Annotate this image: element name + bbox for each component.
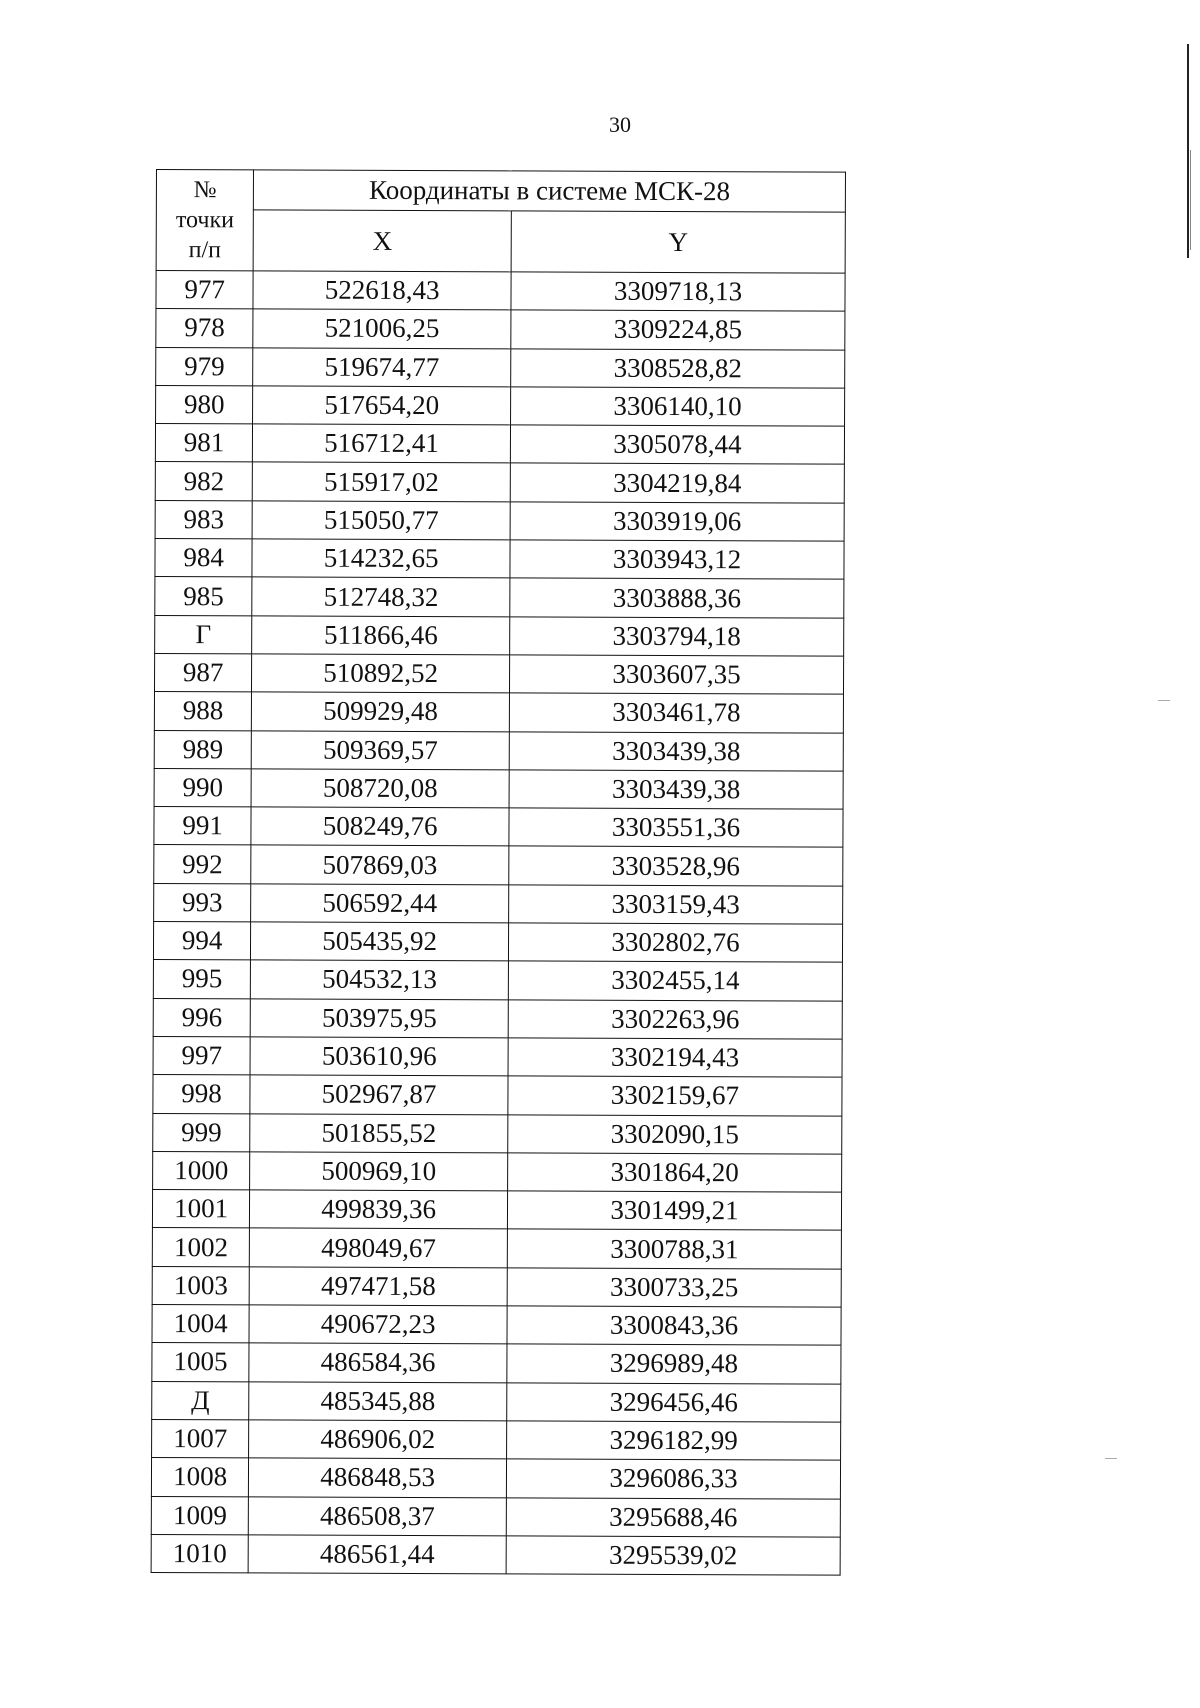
- table-row: [152, 1266, 841, 1307]
- point-number-header-line1: №: [193, 177, 217, 204]
- y-coordinate-cell: 3302263,96: [508, 999, 842, 1039]
- point-number-cell: 997: [153, 1036, 250, 1075]
- point-number-cell: 988: [154, 692, 251, 731]
- point-number-cell: 983: [155, 500, 252, 539]
- x-coordinate-cell: 507869,03: [251, 845, 509, 884]
- y-column-header: Y: [511, 211, 845, 273]
- point-number-cell: Г: [155, 615, 252, 654]
- y-coordinate-cell: 3304219,84: [510, 463, 844, 503]
- x-coordinate-cell: 522618,43: [253, 271, 511, 310]
- point-number-cell: 1005: [152, 1343, 249, 1382]
- table-row: [155, 500, 844, 541]
- point-number-header-line2: точки: [175, 207, 235, 234]
- x-column-header: X: [253, 210, 511, 272]
- table-row: [154, 768, 843, 809]
- point-number-cell: 1010: [151, 1534, 248, 1573]
- y-coordinate-cell: 3303528,96: [509, 846, 843, 886]
- point-number-cell: 1007: [152, 1419, 249, 1458]
- x-coordinate-cell: 501855,52: [250, 1113, 508, 1152]
- y-coordinate-cell: 3303551,36: [509, 808, 843, 848]
- y-coordinate-cell: 3309224,85: [511, 310, 845, 350]
- y-coordinate-cell: 3303607,35: [510, 655, 844, 695]
- table-row: [154, 807, 843, 848]
- scan-speck: [1105, 1458, 1117, 1459]
- point-number-cell: 985: [155, 577, 252, 616]
- y-coordinate-cell: 3303794,18: [510, 617, 844, 657]
- table-row: [153, 922, 842, 963]
- table-row: [153, 1151, 842, 1192]
- y-coordinate-cell: 3300788,31: [507, 1229, 841, 1269]
- table-row: [153, 998, 842, 1039]
- point-number-cell: 999: [153, 1113, 250, 1152]
- point-number-cell: 980: [156, 385, 253, 424]
- table-row: [156, 309, 845, 350]
- point-number-cell: 989: [154, 730, 251, 769]
- y-coordinate-cell: 3300733,25: [507, 1268, 841, 1308]
- point-number-cell: 1002: [152, 1228, 249, 1267]
- coordinates-table-body: [151, 271, 845, 1576]
- table-row: [152, 1190, 841, 1231]
- point-number-cell: 995: [153, 960, 250, 999]
- x-coordinate-cell: 509929,48: [252, 692, 510, 731]
- point-number-cell: 1003: [152, 1266, 249, 1305]
- table-row: [155, 462, 844, 503]
- y-coordinate-cell: 3302455,14: [508, 961, 842, 1001]
- y-coordinate-cell: 3300843,36: [507, 1306, 841, 1346]
- x-coordinate-cell: 486508,37: [249, 1496, 507, 1535]
- point-number-cell: 981: [155, 424, 252, 463]
- x-coordinate-cell: 490672,23: [249, 1305, 507, 1344]
- x-coordinate-cell: 497471,58: [249, 1267, 507, 1306]
- x-coordinate-cell: 519674,77: [253, 347, 511, 386]
- scan-edge-mark-thin: [1190, 150, 1191, 250]
- table-row: [154, 653, 843, 694]
- point-number-cell: 1004: [152, 1305, 249, 1344]
- point-number-cell: Д: [152, 1381, 249, 1420]
- y-coordinate-cell: 3302159,67: [508, 1076, 842, 1116]
- y-coordinate-cell: 3296456,46: [507, 1382, 841, 1422]
- x-coordinate-cell: 511866,46: [252, 616, 510, 655]
- y-coordinate-cell: 3303159,43: [509, 885, 843, 925]
- y-coordinate-cell: 3296086,33: [506, 1459, 840, 1499]
- point-number-cell: 1001: [152, 1190, 249, 1229]
- y-coordinate-cell: 3303439,38: [509, 770, 843, 810]
- point-number-cell: 978: [156, 309, 253, 348]
- y-coordinate-cell: 3302802,76: [508, 923, 842, 963]
- point-number-cell: 992: [154, 845, 251, 884]
- table-row: [152, 1228, 841, 1269]
- point-number-cell: 993: [154, 883, 251, 922]
- point-number-cell: 979: [156, 347, 253, 386]
- point-number-cell: 977: [156, 271, 253, 310]
- x-coordinate-cell: 503975,95: [250, 999, 508, 1038]
- x-coordinate-cell: 515917,02: [253, 462, 511, 501]
- y-coordinate-cell: 3308528,82: [511, 348, 845, 388]
- table-row: [154, 883, 843, 924]
- x-coordinate-cell: 500969,10: [250, 1152, 508, 1191]
- y-coordinate-cell: 3301864,20: [508, 1153, 842, 1193]
- y-coordinate-cell: 3303439,38: [509, 731, 843, 771]
- table-row: [153, 960, 842, 1001]
- point-number-cell: 982: [155, 462, 252, 501]
- scan-edge-mark: [1187, 44, 1189, 258]
- y-coordinate-cell: 3305078,44: [510, 425, 844, 465]
- x-coordinate-cell: 486561,44: [248, 1535, 506, 1574]
- x-coordinate-cell: 505435,92: [251, 922, 509, 961]
- point-number-cell: 990: [154, 768, 251, 807]
- x-coordinate-cell: 508720,08: [251, 769, 509, 808]
- y-coordinate-cell: 3309718,13: [511, 272, 845, 312]
- table-row: [156, 271, 845, 312]
- table-row: [155, 424, 844, 465]
- y-coordinate-cell: 3302090,15: [508, 1114, 842, 1154]
- y-coordinate-cell: 3303888,36: [510, 578, 844, 618]
- point-number-cell: 996: [153, 998, 250, 1037]
- x-coordinate-cell: 486584,36: [249, 1343, 507, 1382]
- x-coordinate-cell: 508249,76: [251, 807, 509, 846]
- table-row: [153, 1075, 842, 1116]
- x-coordinate-cell: 516712,41: [253, 424, 511, 463]
- x-coordinate-cell: 514232,65: [252, 539, 510, 578]
- point-number-header-line3: п/п: [188, 237, 222, 264]
- x-coordinate-cell: 521006,25: [253, 309, 511, 348]
- x-coordinate-cell: 506592,44: [251, 884, 509, 923]
- table-row: [152, 1381, 841, 1422]
- table-row: [153, 1113, 842, 1154]
- x-coordinate-cell: 504532,13: [251, 960, 509, 999]
- table-row: [152, 1419, 841, 1460]
- table-row: [152, 1305, 841, 1346]
- y-coordinate-cell: 3303943,12: [510, 540, 844, 580]
- x-coordinate-cell: 502967,87: [250, 1075, 508, 1114]
- y-coordinate-cell: 3296182,99: [507, 1421, 841, 1461]
- y-coordinate-cell: 3306140,10: [511, 387, 845, 427]
- point-number-cell: 1000: [153, 1151, 250, 1190]
- table-row: [151, 1534, 840, 1575]
- table-row: [156, 385, 845, 426]
- x-coordinate-cell: 512748,32: [252, 577, 510, 616]
- x-coordinate-cell: 503610,96: [250, 1037, 508, 1076]
- y-coordinate-cell: 3303461,78: [509, 693, 843, 733]
- y-coordinate-cell: 3295539,02: [506, 1536, 840, 1576]
- point-number-cell: 987: [154, 653, 251, 692]
- x-coordinate-cell: 499839,36: [250, 1190, 508, 1229]
- x-coordinate-cell: 486848,53: [249, 1458, 507, 1497]
- point-number-cell: 1008: [151, 1458, 248, 1497]
- point-number-cell: 998: [153, 1075, 250, 1114]
- table-row: [154, 730, 843, 771]
- table-row: [155, 539, 844, 580]
- x-coordinate-cell: 498049,67: [250, 1228, 508, 1267]
- table-row: [151, 1458, 840, 1499]
- table-row: [156, 347, 845, 388]
- table-row: [153, 1036, 842, 1077]
- table-row: [152, 1343, 841, 1384]
- point-number-cell: 994: [153, 922, 250, 961]
- y-coordinate-cell: 3295688,46: [506, 1497, 840, 1537]
- point-number-cell: 1009: [151, 1496, 248, 1535]
- x-coordinate-cell: 510892,52: [252, 654, 510, 693]
- y-coordinate-cell: 3296989,48: [507, 1344, 841, 1384]
- table-row: [155, 615, 844, 656]
- point-number-cell: 984: [155, 539, 252, 578]
- point-number-cell: 991: [154, 807, 251, 846]
- x-coordinate-cell: 515050,77: [252, 501, 510, 540]
- x-coordinate-cell: 517654,20: [253, 386, 511, 425]
- coordinates-title-header: Координаты в системе МСК-28: [254, 170, 846, 213]
- table-row: [151, 1496, 840, 1537]
- y-coordinate-cell: 3302194,43: [508, 1038, 842, 1078]
- table-row: [154, 692, 843, 733]
- page-number: 30: [609, 112, 631, 137]
- x-coordinate-cell: 509369,57: [251, 730, 509, 769]
- coordinates-table: [151, 169, 846, 1576]
- table-row: [154, 845, 843, 886]
- scan-speck: [1158, 700, 1170, 701]
- table-row: [155, 577, 844, 618]
- x-coordinate-cell: 486906,02: [249, 1420, 507, 1459]
- point-number-header: [156, 170, 254, 271]
- y-coordinate-cell: 3301499,21: [507, 1191, 841, 1231]
- y-coordinate-cell: 3303919,06: [510, 502, 844, 542]
- x-coordinate-cell: 485345,88: [249, 1381, 507, 1420]
